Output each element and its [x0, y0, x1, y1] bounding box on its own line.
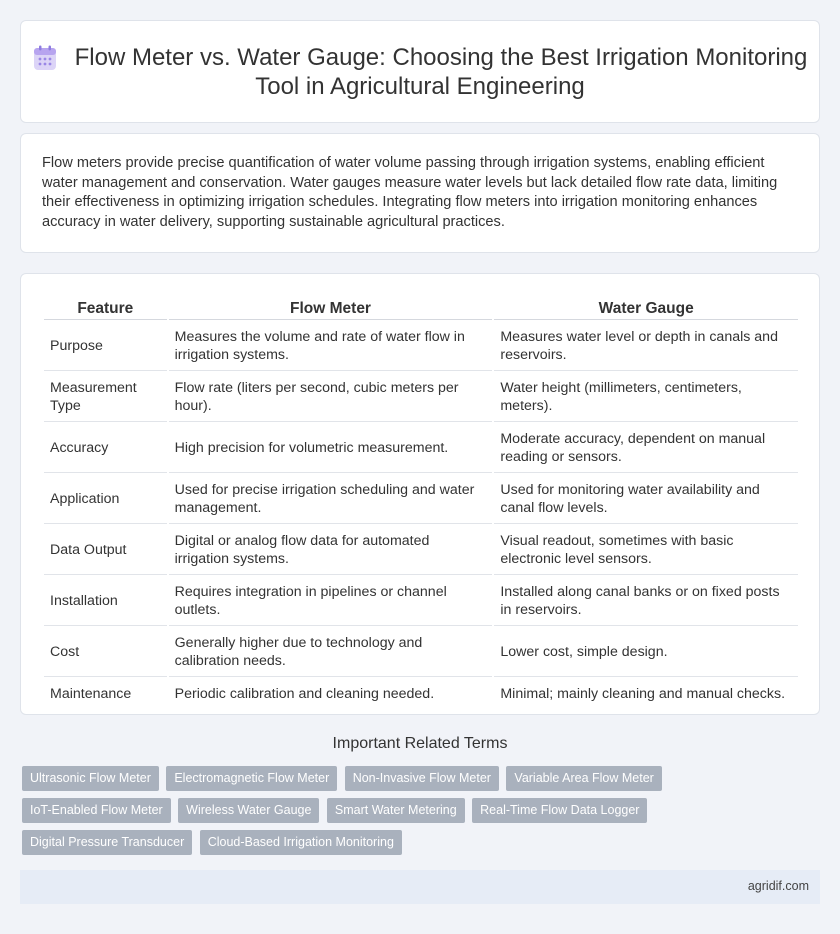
water-gauge-cell: Visual readout, sometimes with basic electronic level sensors. [494, 526, 798, 575]
water-gauge-cell: Measures water level or depth in canals and reservoirs. [494, 322, 798, 371]
feature-cell: Maintenance [50, 686, 132, 702]
feature-cell: Installation [44, 577, 167, 626]
feature-cell: Data Output [44, 526, 167, 575]
comparison-table [42, 296, 800, 711]
water-gauge-cell: Minimal; mainly cleaning and manual checks. [500, 686, 786, 702]
flow-meter-cell: Generally higher due to technology and calibration needs. [169, 628, 493, 677]
flow-meter-cell: Flow rate (liters per second, cubic meters per hour). [169, 373, 493, 422]
footer [20, 870, 820, 904]
title-card [20, 20, 820, 123]
table-row [44, 373, 798, 422]
header-feature: Feature [44, 298, 167, 320]
flow-meter-cell: High precision for volumetric measurement. [169, 424, 493, 473]
water-gauge-cell: Installed along canal banks or on fixed posts in reservoirs. [494, 577, 798, 626]
flow-meter-cell: Measures the volume and rate of water flow in irrigation systems. [169, 322, 493, 371]
table-row [44, 577, 798, 626]
related-term-tag[interactable]: Electromagnetic Flow Meter [166, 766, 337, 791]
header-flow-meter: Flow Meter [169, 298, 493, 320]
feature-cell: Purpose [44, 322, 167, 371]
header-water-gauge: Water Gauge [494, 298, 798, 320]
footer-site-link[interactable]: agridif.com [747, 879, 809, 893]
related-term-tag[interactable]: IoT-Enabled Flow Meter [22, 798, 171, 823]
intro-card [20, 133, 820, 253]
page-title: Flow Meter vs. Water Gauge: Choosing the Best Irrigation Monitoring Tool in Agricultural Engineering [74, 44, 808, 100]
related-term-tag[interactable]: Real-Time Flow Data Logger [472, 798, 647, 823]
feature-cell: Cost [44, 628, 167, 677]
flow-meter-cell: Digital or analog flow data for automated irrigation systems. [169, 526, 493, 575]
table-row [44, 475, 798, 524]
title-wrap [21, 43, 819, 101]
water-gauge-cell: Water height (millimeters, centimeters, meters). [494, 373, 798, 422]
table-row [44, 322, 798, 371]
related-term-tag[interactable]: Ultrasonic Flow Meter [22, 766, 159, 791]
comparison-card [20, 273, 820, 715]
calendar-icon [33, 45, 57, 71]
related-terms-heading: Important Related Terms [332, 735, 508, 752]
table-row [44, 424, 798, 473]
water-gauge-cell: Used for monitoring water availability and canal flow levels. [494, 475, 798, 524]
related-terms-list [22, 766, 812, 862]
intro-paragraph: Flow meters provide precise quantification of water volume passing through irrigation systems, enabling efficient water management and conservation. Water gauges measure water levels but lack detailed flow rate data, limiting their effectiveness in optimizing irrigation schedules. Integrating flow meters into irrigation monitoring enhances accuracy in water delivery, supporting sustainable agricultural practices. [42, 155, 778, 230]
feature-cell: Measurement Type [44, 373, 167, 422]
related-term-tag[interactable]: Digital Pressure Transducer [22, 830, 192, 855]
related-term-tag[interactable]: Wireless Water Gauge [178, 798, 319, 823]
water-gauge-cell: Lower cost, simple design. [494, 628, 798, 677]
related-term-tag[interactable]: Smart Water Metering [327, 798, 465, 823]
table-row [44, 526, 798, 575]
table-row [44, 628, 798, 677]
table-row [44, 679, 798, 709]
table-header-row [44, 298, 798, 320]
related-term-tag[interactable]: Non-Invasive Flow Meter [345, 766, 499, 791]
related-term-tag[interactable]: Variable Area Flow Meter [506, 766, 661, 791]
flow-meter-cell: Periodic calibration and cleaning needed. [174, 686, 435, 702]
water-gauge-cell: Moderate accuracy, dependent on manual reading or sensors. [494, 424, 798, 473]
flow-meter-cell: Requires integration in pipelines or channel outlets. [169, 577, 493, 626]
feature-cell: Application [44, 475, 167, 524]
related-term-tag[interactable]: Cloud-Based Irrigation Monitoring [200, 830, 402, 855]
feature-cell: Accuracy [44, 424, 167, 473]
flow-meter-cell: Used for precise irrigation scheduling and water management. [169, 475, 493, 524]
